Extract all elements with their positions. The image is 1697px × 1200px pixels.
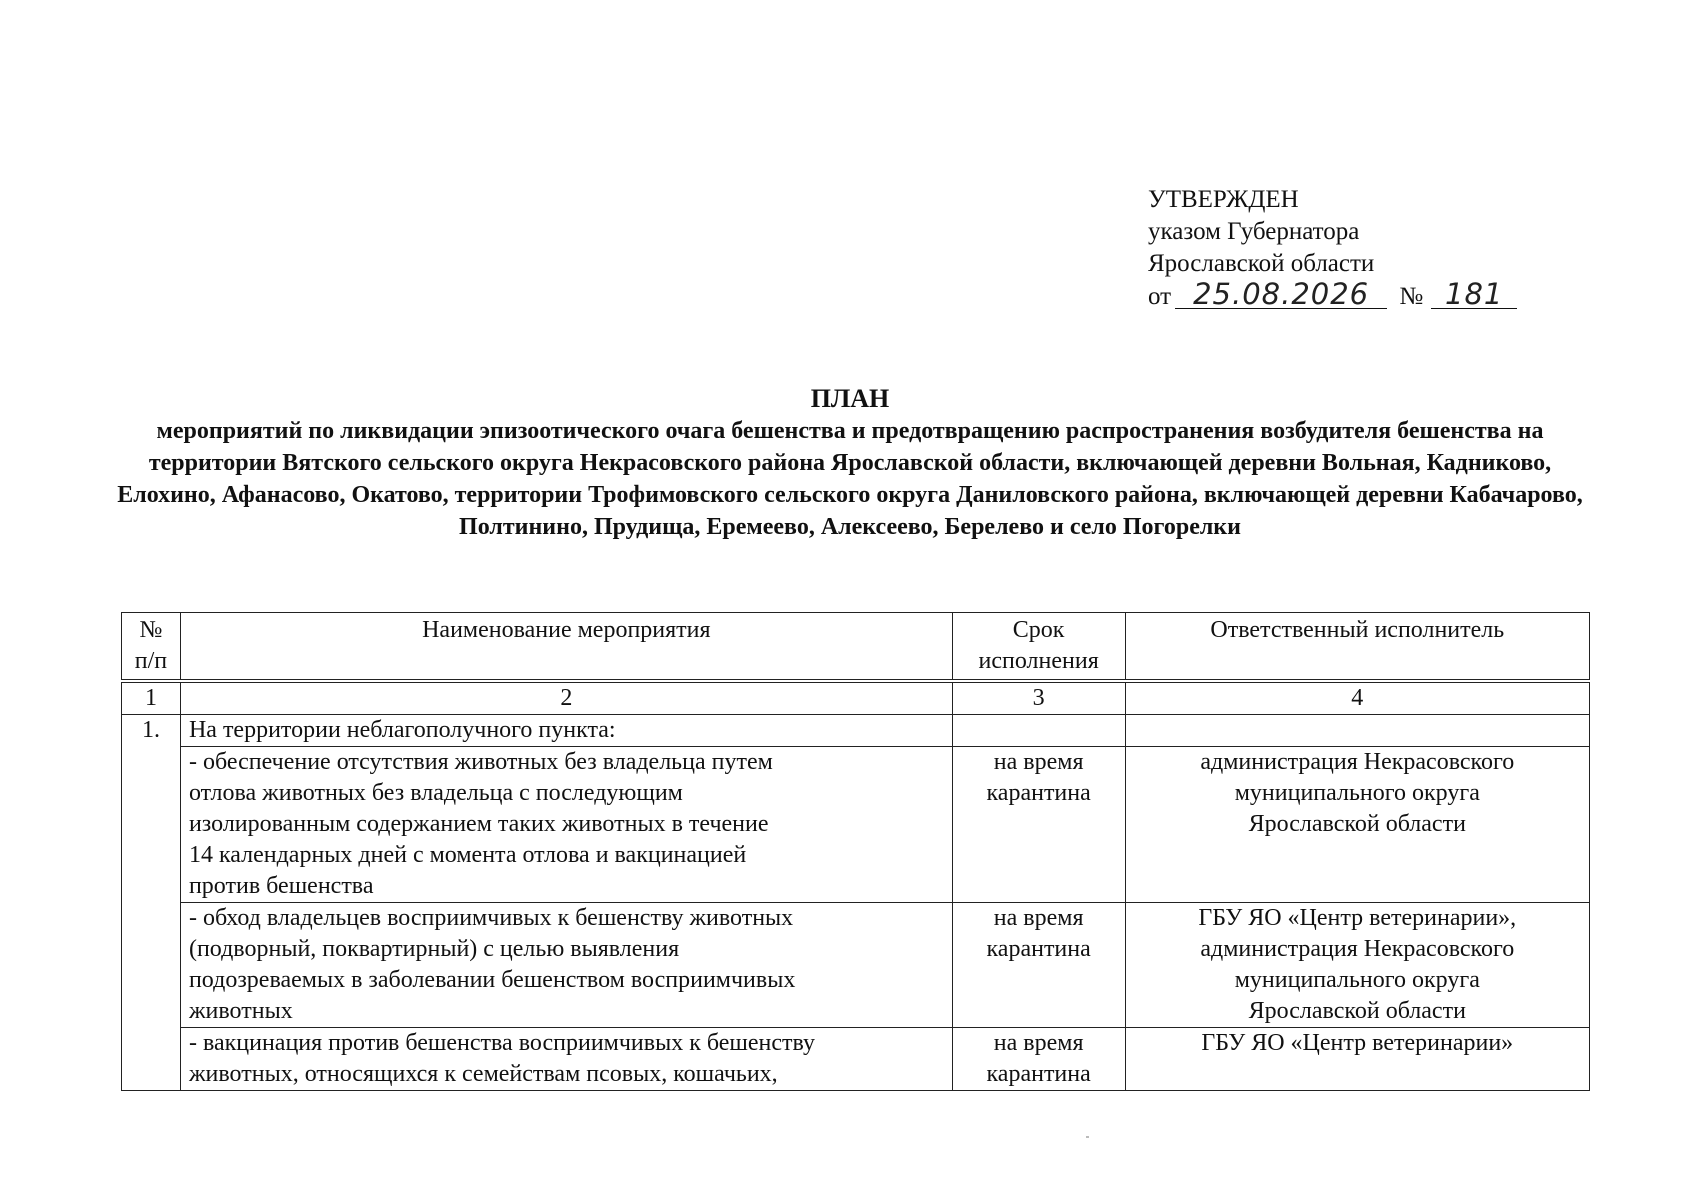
header-number: № п/п <box>122 613 181 682</box>
row-term: на время карантина <box>952 747 1125 903</box>
row-term: на время карантина <box>952 1028 1125 1091</box>
row-executor: ГБУ ЯО «Центр ветеринарии» <box>1125 1028 1589 1091</box>
approval-date-line <box>1148 277 1517 313</box>
approval-date: 25.08.2026 <box>1175 280 1387 309</box>
row-executor: администрация Некрасовского муниципального округа Ярославской области <box>1125 747 1589 903</box>
header-name: Наименование мероприятия <box>180 613 952 682</box>
section-term <box>952 715 1125 747</box>
row-executor: ГБУ ЯО «Центр ветеринарии», администрация Некрасовского муниципального округа Ярославской области <box>1125 903 1589 1028</box>
table-row <box>122 747 1590 903</box>
approval-authority: указом Губернатора <box>1148 218 1360 245</box>
plan-table <box>121 612 1590 1091</box>
column-number: 1 <box>122 681 181 715</box>
document-title <box>110 383 1590 543</box>
approval-number: 181 <box>1431 280 1517 309</box>
title-subtitle: мероприятий по ликвидации эпизоотического очага бешенства и предотвращению распространения возбудителя бешенства на территории Вятского сельского округа Некрасовского района Ярославской области, включающей деревни Вольная, Кадниково, Елохино, Афанасово, Окатово, территории Трофимовского сельского округа Даниловского района, включающей деревни Кабачарово, Полтинино, Прудища, Еремеево, Алексеево, Берелево и село Погорелки <box>117 418 1583 540</box>
approval-number-label: № <box>1399 283 1424 310</box>
column-number: 2 <box>180 681 952 715</box>
row-term: на время карантина <box>952 903 1125 1028</box>
header-executor: Ответственный исполнитель <box>1125 613 1589 682</box>
table-row <box>122 903 1590 1028</box>
approval-region: Ярославской области <box>1148 250 1375 277</box>
approval-stamp <box>1148 184 1517 313</box>
scan-speck <box>1086 1136 1089 1138</box>
section-number: 1. <box>122 715 181 1091</box>
column-numbers-row <box>122 681 1590 715</box>
approval-from-label: от <box>1148 283 1172 310</box>
table-header-row <box>122 613 1590 682</box>
column-number: 3 <box>952 681 1125 715</box>
section-title: На территории неблагополучного пункта: <box>180 715 952 747</box>
approval-status: УТВЕРЖДЕН <box>1148 186 1299 213</box>
table-row <box>122 1028 1590 1091</box>
column-number: 4 <box>1125 681 1589 715</box>
header-term: Срок исполнения <box>952 613 1125 682</box>
row-name: - обеспечение отсутствия животных без владельца путем отлова животных без владельца с последующим изолированным содержанием таких животных в течение 14 календарных дней с момента отлова и вакцинацией против бешенства <box>180 747 952 903</box>
section-executor <box>1125 715 1589 747</box>
row-name: - вакцинация против бешенства восприимчивых к бешенству животных, относящихся к семействам псовых, кошачьих, <box>180 1028 952 1091</box>
section-row <box>122 715 1590 747</box>
title-main: ПЛАН <box>810 384 890 413</box>
row-name: - обход владельцев восприимчивых к бешенству животных (подворный, поквартирный) с целью выявления подозреваемых в заболевании бешенством восприимчивых животных <box>180 903 952 1028</box>
